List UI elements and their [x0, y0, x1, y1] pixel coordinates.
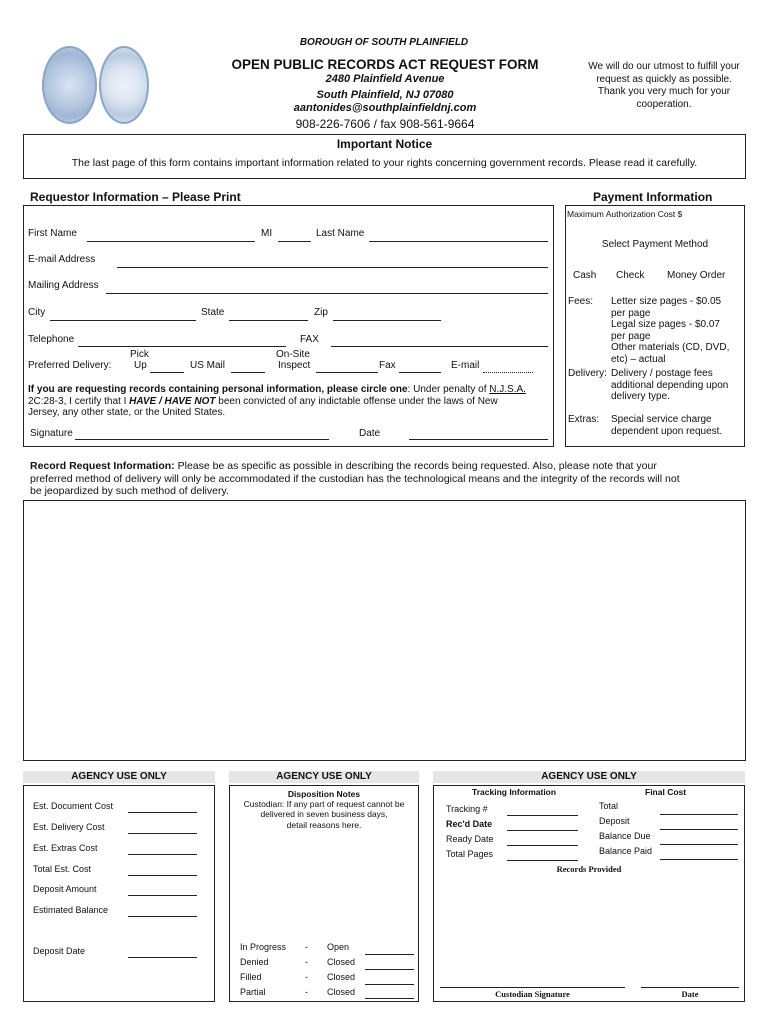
city-field[interactable] — [50, 320, 196, 321]
borough-seal-logo — [42, 46, 97, 124]
email-delivery-label: E-mail — [451, 360, 480, 371]
total-pages-field[interactable] — [507, 860, 578, 861]
custodian-signature-field[interactable] — [440, 987, 625, 988]
first-name-field[interactable] — [87, 241, 255, 242]
fax-field[interactable] — [331, 346, 548, 347]
record-line-2: preferred method of delivery will only be accommodated if the custodian has the technological means and the integrity of the records will not — [30, 472, 680, 485]
cert-law: N.J.S.A. — [489, 384, 526, 395]
total-est-cost-label: Total Est. Cost — [33, 864, 92, 874]
status-partial-dash: - — [305, 987, 308, 997]
fax-label: FAX — [300, 334, 319, 345]
us-mail-field[interactable] — [231, 372, 265, 373]
cert-bold: If you are requesting records containing personal information, please circle one — [28, 384, 408, 395]
ready-date-field[interactable] — [507, 845, 578, 846]
disposition-line-3: detail reasons here. — [286, 820, 362, 830]
money-order-option[interactable]: Money Order — [667, 270, 726, 281]
cert-slash: / — [156, 395, 165, 407]
email-label: E-mail Address — [28, 254, 96, 265]
certification-text — [28, 384, 548, 419]
extras-label: Extras: — [568, 414, 600, 425]
delivery-list — [611, 368, 728, 403]
onsite-label: On-Site — [276, 349, 310, 360]
email-delivery-field[interactable] — [483, 372, 533, 373]
notice-text: The last page of this form contains important information related to your rights concerning government records. Please read it carefully. — [71, 157, 698, 169]
custodian-signature-label: Custodian Signature — [495, 989, 570, 999]
est-extras-cost-label: Est. Extras Cost — [33, 843, 98, 853]
status-partial-field[interactable] — [365, 998, 414, 999]
estimated-balance-label: Estimated Balance — [33, 905, 109, 915]
have-option[interactable]: HAVE — [129, 395, 157, 407]
custodian-date-label: Date — [681, 989, 699, 999]
disposition-title: Disposition Notes — [287, 789, 361, 799]
status-open-field[interactable] — [365, 954, 414, 955]
important-notice-box — [23, 134, 746, 179]
borough-name: BOROUGH OF SOUTH PLAINFIELD — [299, 37, 469, 48]
zip-label: Zip — [314, 307, 328, 318]
cash-option[interactable]: Cash — [573, 270, 597, 281]
disposition-line-1: Custodian: If any part of request cannot be — [243, 799, 405, 809]
balance-due-label: Balance Due — [599, 831, 651, 841]
date-field[interactable] — [409, 439, 548, 440]
status-open-label: Open — [327, 942, 350, 952]
records-provided-label: Records Provided — [556, 864, 622, 874]
balance-due-field[interactable] — [660, 844, 738, 845]
state-label: State — [201, 307, 225, 318]
max-auth-cost: Maximum Authorization Cost $ — [567, 209, 683, 219]
agency-use-bar-1: AGENCY USE ONLY — [23, 771, 215, 783]
extras-1: Special service charge — [611, 414, 712, 425]
inspect-label: Inspect — [278, 360, 311, 371]
tracking-number-field[interactable] — [507, 815, 578, 816]
record-line-1: Please be as specific as possible in describing the records being requested. Also, please note that your — [174, 460, 657, 472]
final-total-label: Total — [599, 801, 619, 811]
telephone-label: Telephone — [28, 334, 75, 345]
status-denied-label: Denied — [240, 957, 269, 967]
deposit-amount-field[interactable] — [128, 895, 197, 896]
fees-label: Fees: — [568, 296, 594, 307]
requestor-heading: Requestor Information – Please Print — [30, 190, 241, 204]
agency-use-bar-2: AGENCY USE ONLY — [229, 771, 419, 783]
status-partial-closed-label: Closed — [327, 987, 356, 997]
delivery-1: Delivery / postage fees — [611, 368, 713, 379]
mi-label: MI — [261, 228, 273, 239]
mi-field[interactable] — [278, 241, 311, 242]
check-option[interactable]: Check — [616, 270, 645, 281]
total-est-cost-field[interactable] — [128, 875, 197, 876]
records-provided-area[interactable] — [440, 876, 738, 984]
cert-a: : Under penalty of — [407, 384, 490, 395]
est-delivery-cost-label: Est. Delivery Cost — [33, 822, 105, 832]
pick-label: Pick — [130, 349, 149, 360]
have-not-option[interactable]: HAVE NOT — [164, 395, 216, 407]
deposit-date-field[interactable] — [128, 957, 197, 958]
signature-label: Signature — [30, 428, 73, 439]
city-label: City — [28, 307, 46, 318]
final-deposit-label: Deposit — [599, 816, 630, 826]
mailing-address-field[interactable] — [106, 293, 548, 294]
notice-title: Important Notice — [336, 137, 433, 151]
fax-delivery-field[interactable] — [399, 372, 441, 373]
record-request-label: Record Request Information: — [30, 460, 175, 472]
first-name-label: First Name — [28, 228, 77, 239]
phone-fax: 908-226-7606 / fax 908-561-9664 — [295, 117, 475, 131]
status-partial-label: Partial — [240, 987, 266, 997]
payment-heading: Payment Information — [593, 190, 713, 204]
status-filled-field[interactable] — [365, 984, 414, 985]
delivery-3: delivery type. — [611, 391, 670, 402]
pickup-field[interactable] — [150, 372, 184, 373]
cert-c: , I certify that I — [63, 395, 130, 407]
custodian-date-field[interactable] — [641, 987, 739, 988]
last-name-field[interactable] — [369, 241, 548, 242]
extras-2: dependent upon request. — [611, 425, 723, 437]
status-denied-closed-label: Closed — [327, 957, 356, 967]
fee-letter: Letter size pages - $0.05 — [611, 296, 722, 307]
final-deposit-field[interactable] — [660, 829, 738, 830]
status-in-progress-dash: - — [305, 942, 308, 952]
fee-legal: Legal size pages - $0.07 — [611, 319, 720, 330]
delivery-label: Delivery: — [568, 368, 607, 379]
zip-field[interactable] — [333, 320, 441, 321]
record-request-instructions — [30, 460, 745, 498]
deposit-amount-label: Deposit Amount — [33, 884, 97, 894]
address-line-1: 2480 Plainfield Avenue — [325, 73, 445, 85]
est-document-cost-field[interactable] — [128, 812, 197, 813]
est-document-cost-label: Est. Document Cost — [33, 801, 114, 811]
est-delivery-cost-field[interactable] — [128, 833, 197, 834]
address-line-2: South Plainfield, NJ 07080 — [316, 89, 454, 101]
state-field[interactable] — [229, 320, 308, 321]
status-denied-dash: - — [305, 957, 308, 967]
fax-delivery-label: Fax — [379, 360, 396, 371]
estimated-balance-field[interactable] — [128, 916, 197, 917]
fees-list — [611, 296, 729, 365]
email-address: aantonides@southplainfieldnj.com — [293, 102, 477, 114]
final-total-field[interactable] — [660, 814, 738, 815]
balance-paid-field[interactable] — [660, 859, 738, 860]
cooperation-note: We will do our utmost to fulfill your request as quickly as possible. Thank you very much for your cooperation. — [588, 61, 740, 110]
tracking-number-label: Tracking # — [446, 804, 488, 814]
fee-legal-unit: per page — [611, 330, 651, 342]
email-field[interactable] — [117, 267, 548, 268]
extras-list — [611, 414, 722, 437]
ready-date-label: Ready Date — [446, 834, 494, 844]
status-denied-field[interactable] — [365, 969, 414, 970]
tracking-info-title: Tracking Information — [472, 787, 557, 797]
recd-date-label: Rec'd Date — [446, 819, 493, 829]
status-filled-closed-label: Closed — [327, 972, 356, 982]
status-filled-label: Filled — [240, 972, 262, 982]
state-seal-logo — [99, 46, 149, 124]
up-label: Up — [134, 360, 147, 371]
select-payment-method: Select Payment Method — [601, 239, 709, 250]
status-in-progress-label: In Progress — [240, 942, 287, 952]
last-name-label: Last Name — [316, 228, 365, 239]
recd-date-field[interactable] — [507, 830, 578, 831]
deposit-date-label: Deposit Date — [33, 946, 86, 956]
est-extras-cost-field[interactable] — [128, 854, 197, 855]
signature-field[interactable] — [75, 439, 329, 440]
record-line-3: be jeopardized by such method of delivery. — [30, 485, 229, 497]
preferred-delivery-label: Preferred Delivery: — [28, 360, 112, 371]
status-filled-dash: - — [305, 972, 308, 982]
mailing-address-label: Mailing Address — [28, 280, 99, 291]
cert-e: Jersey, any other state, or the United States. — [28, 407, 226, 418]
fee-other: Other materials (CD, DVD, — [611, 342, 730, 353]
agency-use-bar-3: AGENCY USE ONLY — [433, 771, 745, 783]
record-request-textarea[interactable] — [23, 500, 746, 761]
disposition-line-2: delivered in seven business days, — [260, 809, 388, 819]
fee-letter-unit: per page — [611, 307, 651, 319]
telephone-field[interactable] — [78, 346, 286, 347]
final-cost-title: Final Cost — [645, 787, 687, 797]
us-mail-label: US Mail — [190, 360, 226, 371]
total-pages-label: Total Pages — [446, 849, 494, 859]
fee-other-actual: etc) – actual — [611, 353, 666, 365]
onsite-field[interactable] — [316, 372, 378, 373]
cert-b: 2C:28-3 — [28, 395, 64, 407]
balance-paid-label: Balance Paid — [599, 846, 653, 856]
cert-d: been convicted of any indictable offense under the laws of New — [215, 395, 498, 407]
date-label: Date — [359, 428, 381, 439]
delivery-2: additional depending upon — [611, 379, 729, 391]
form-title: OPEN PUBLIC RECORDS ACT REQUEST FORM — [231, 57, 539, 72]
